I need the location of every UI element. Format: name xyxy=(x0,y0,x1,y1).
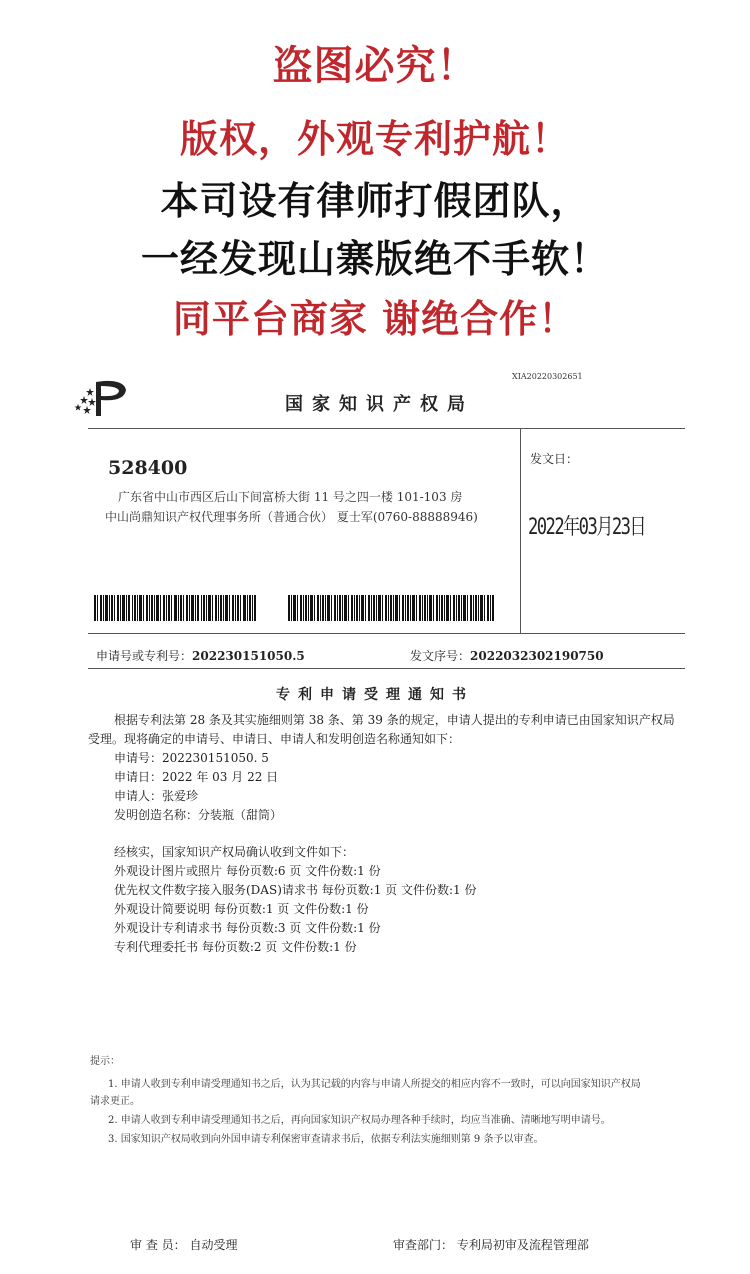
date-value: 2022年03月23日 xyxy=(528,515,645,540)
serial-number-value: 2022032302190750 xyxy=(470,649,604,663)
barcode-icon xyxy=(94,595,256,621)
banner-line-2: 版权，外观专利护航！ xyxy=(179,117,570,161)
serial-number-row xyxy=(410,647,604,664)
department: 审查部门： 专利局初审及流程管理部 xyxy=(393,1238,589,1252)
file-item: 外观设计专利请求书 每份页数:3 页 文件份数:1 份 xyxy=(114,921,381,935)
tips-title: 提示： xyxy=(90,1056,120,1067)
doc-code: XIA20220302651 xyxy=(512,372,583,381)
received-intro: 经核实，国家知识产权局确认收到文件如下： xyxy=(114,845,355,859)
banner-line-1: 盗图必究！ xyxy=(272,43,478,89)
file-item: 优先权文件数字接入服务(DAS)请求书 每份页数:1 页 文件份数:1 份 xyxy=(114,883,477,897)
cnipa-logo-icon xyxy=(74,378,132,420)
banner-line-4: 一经发现山寨版绝不手软！ xyxy=(140,237,609,281)
ids-divider xyxy=(88,668,685,669)
application-number-value: 202230151050.5 xyxy=(192,649,305,663)
tip-1-line-2: 请求更正。 xyxy=(90,1096,140,1107)
file-item: 外观设计简要说明 每份页数:1 页 文件份数:1 份 xyxy=(114,902,369,916)
file-item: 外观设计图片或照片 每份页数:6 页 文件份数:1 份 xyxy=(114,864,381,878)
barcode-icon xyxy=(288,595,494,621)
tip-3: 3. 国家知识产权局收到向外国申请专利保密审查请求书后，依据专利法实施细则第 9 条予以审查。 xyxy=(108,1134,544,1145)
serial-number-label: 发文序号： xyxy=(410,649,471,663)
field-application-date: 申请日：2022 年 03 月 22 日 xyxy=(114,770,279,784)
tip-1-line-1: 1. 申请人收到专利申请受理通知书之后，认为其记载的内容与申请人所提交的相应内容不一致时，可以向国家知识产权局 xyxy=(108,1079,641,1090)
notice-title: 专利申请受理通知书 xyxy=(276,687,474,703)
intro-line-1: 根据专利法第 28 条及其实施细则第 38 条、第 39 条的规定，申请人提出的专利申请已由国家知识产权局 xyxy=(114,713,675,727)
tip-2: 2. 申请人收到专利申请受理通知书之后，再向国家知识产权局办理各种手续时，均应当准确、清晰地写明申请号。 xyxy=(108,1115,611,1126)
file-item: 专利代理委托书 每份页数:2 页 文件份数:1 份 xyxy=(114,940,357,954)
examiner: 审 查 员： 自动受理 xyxy=(130,1238,238,1252)
application-number-row xyxy=(96,647,305,664)
intro-line-2: 受理。现将确定的申请号、申请日、申请人和发明创造名称通知如下： xyxy=(88,732,461,746)
postal-code: 528400 xyxy=(108,457,188,479)
header-divider xyxy=(88,428,685,429)
agency-name: 国家知识产权局 xyxy=(285,394,474,415)
date-column-divider xyxy=(520,428,521,634)
field-application-number: 申请号：202230151050. 5 xyxy=(114,751,269,765)
banner-line-3: 本司设有律师打假团队， xyxy=(160,179,590,223)
address-line-1: 广东省中山市西区后山下间富桥大街 11 号之四一楼 101-103 房 xyxy=(118,490,463,504)
address-line-2: 中山尚鼎知识产权代理事务所（普通合伙） 夏士军(0760-88888946) xyxy=(105,510,478,524)
banner-line-5: 同平台商家 谢绝合作！ xyxy=(172,297,578,341)
application-number-label: 申请号或专利号： xyxy=(96,649,193,663)
field-invention-title: 发明创造名称：分装瓶（甜筒） xyxy=(114,808,283,822)
date-label: 发文日： xyxy=(530,452,579,466)
barcode-divider xyxy=(88,633,685,634)
field-applicant: 申请人：张爱珍 xyxy=(114,789,199,803)
